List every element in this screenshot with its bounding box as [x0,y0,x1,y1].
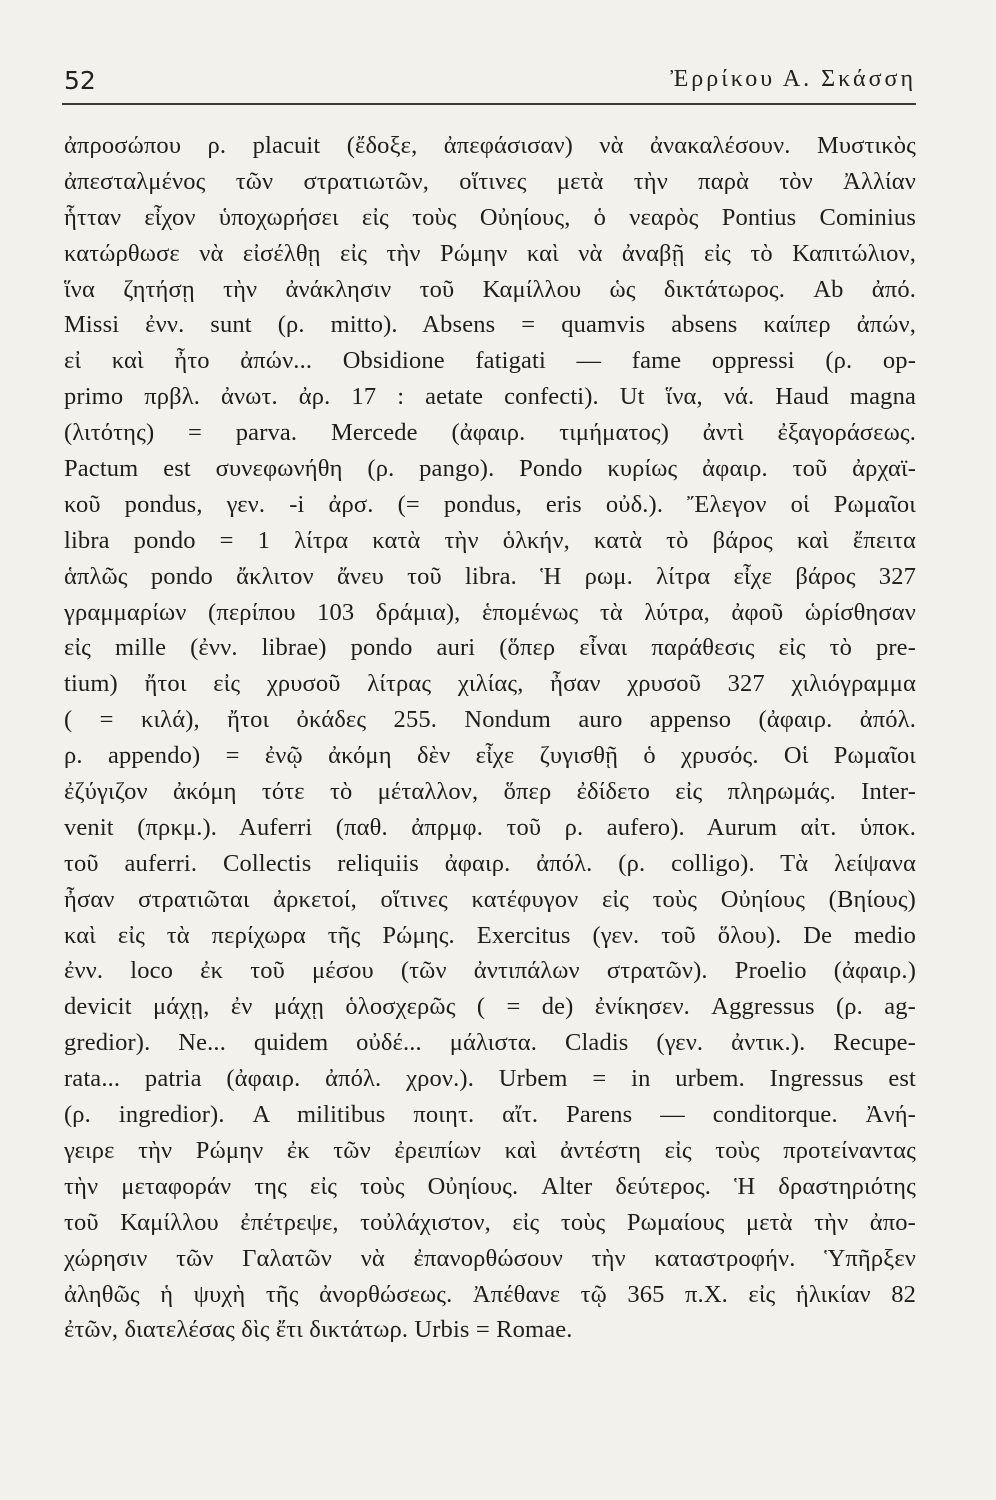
text-line: ἐτῶν, διατελέσας δὶς ἔτι δικτάτωρ. Urbis = Romae. [64,1316,573,1344]
text-line: Pactum est συνεφωνήθη (ρ. pango). Pondo κυρίως ἀφαιρ. τοῦ ἀρχαϊ- [64,455,916,483]
text-line: devicit μάχῃ, ἐν μάχῃ ὁλοσχερῶς ( = de) ἐνίκησεν. Aggressus (ρ. ag- [64,993,916,1021]
text-line: ἀπεσταλμένος τῶν στρατιωτῶν, οἵτινες μετὰ τὴν παρὰ τὸν Ἀλλίαν [64,167,916,195]
text-line: primo πρβλ. ἀνωτ. ἀρ. 17 : aetate confecti). Ut ἵνα, νά. Haud magna [64,383,916,411]
page-number: 52 [64,66,96,95]
text-line: libra pondo = 1 λίτρα κατὰ τὴν ὁλκήν, κατὰ τὸ βάρος καὶ ἔπειτα [64,526,916,554]
text-line: ἀπροσώπου ρ. placuit (ἔδοξε, ἀπεφάσισαν) νὰ ἀνακαλέσουν. Μυστικὸς [64,132,916,159]
text-line: ( = κιλά), ἤτοι ὀκάδες 255. Nondum auro appenso (ἀφαιρ. ἀπόλ. [64,706,916,734]
text-line: ἐζύγιζον ἀκόμη τότε τὸ μέταλλον, ὅπερ ἐδίδετο εἰς πληρωμάς. Inter- [64,778,916,806]
text-line: tium) ἤτοι εἰς χρυσοῦ λίτρας χιλίας, ἦσαν χρυσοῦ 327 χιλιόγραμμα [64,670,916,698]
header-rule [62,103,916,105]
text-line: gredior). Ne... quidem οὐδέ... μάλιστα. Cladis (γεν. ἀντικ.). Recupe- [64,1029,916,1057]
text-line: ρ. appendo) = ἐνῷ ἀκόμη δὲν εἶχε ζυγισθῇ ὁ χρυσός. Οἱ Ρωμαῖοι [64,742,916,770]
page-header [64,66,916,100]
text-line: κατώρθωσε νὰ εἰσέλθῃ εἰς τὴν Ρώμην καὶ νὰ ἀναβῇ εἰς τὸ Καπιτώλιον, [64,239,916,267]
text-line: τοῦ auferri. Collectis reliquiis ἀφαιρ. ἀπόλ. (ρ. colligo). Τὰ λείψανα [64,849,916,877]
text-line: (ρ. ingredior). A militibus ποιητ. αἴτ. Parens — conditorque. Ἀνή- [64,1101,916,1129]
text-line: καὶ εἰς τὰ περίχωρα τῆς Ρώμης. Exercitus (γεν. τοῦ ὅλου). De medio [64,921,916,949]
text-line: (λιτότης) = parva. Mercede (ἀφαιρ. τιμήματος) ἀντὶ ἐξαγοράσεως. [64,419,916,447]
text-line: τοῦ Καμίλλου ἐπέτρεψε, τοὐλάχιστον, εἰς τοὺς Ρωμαίους μετὰ τὴν ἀπο- [64,1208,916,1236]
text-line: Missi ἐνν. sunt (ρ. mitto). Absens = quamvis absens καίπερ ἀπών, [64,311,916,339]
text-line: ἦσαν στρατιῶται ἀρκετοί, οἵτινες κατέφυγον εἰς τοὺς Οὐηίους (Βηίους) [64,885,916,913]
text-line: εἰς mille (ἐνν. librae) pondo auri (ὅπερ εἶναι παράθεσις εἰς τὸ pre- [64,634,916,662]
text-line: ἐνν. loco ἐκ τοῦ μέσου (τῶν ἀντιπάλων στρατῶν). Proelio (ἀφαιρ.) [64,957,916,985]
text-line: ἁπλῶς pondo ἄκλιτον ἄνευ τοῦ libra. Ἡ ρωμ. λίτρα εἶχε βάρος 327 [64,562,916,590]
text-line: γραμμαρίων (περίπου 103 δράμια), ἑπομένως τὰ λύτρα, ἀφοῦ ὡρίσθησαν [64,598,916,626]
text-line: εἰ καὶ ἦτο ἀπών... Obsidione fatigati — fame oppressi (ρ. op- [64,347,916,375]
text-line: rata... patria (ἀφαιρ. ἀπόλ. χρον.). Urbem = in urbem. Ingressus est [64,1065,916,1093]
text-line: ἀληθῶς ἡ ψυχὴ τῆς ἀνορθώσεως. Ἀπέθανε τῷ 365 π.Χ. εἰς ἡλικίαν 82 [64,1280,916,1308]
text-line: ἧτταν εἶχον ὑποχωρήσει εἰς τοὺς Οὐηίους, ὁ νεαρὸς Pontius Cominius [64,203,916,231]
text-line: ἵνα ζητήσῃ τὴν ἀνάκλησιν τοῦ Καμίλλου ὡς δικτάτωρος. Ab ἀπό. [64,275,916,303]
body-text [64,128,916,1348]
text-line: κοῦ pondus, γεν. -i ἀρσ. (= pondus, eris οὐδ.). Ἔλεγον οἱ Ρωμαῖοι [64,490,916,518]
text-line: τὴν μεταφοράν της εἰς τοὺς Οὐηίους. Alter δεύτερος. Ἡ δραστηριότης [64,1172,916,1200]
text-line: γειρε τὴν Ρώμην ἐκ τῶν ἐρειπίων καὶ ἀντέστη εἰς τοὺς προτείναντας [64,1136,916,1164]
text-line: χώρησιν τῶν Γαλατῶν νὰ ἐπανορθώσουν τὴν καταστροφήν. Ὑπῆρξεν [64,1244,916,1272]
text-line: venit (πρκμ.). Auferri (παθ. ἀπρμφ. τοῦ ρ. aufero). Aurum αἰτ. ὑποκ. [64,813,916,841]
running-head: Ἐρρίκου Α. Σκάσση [670,66,916,92]
